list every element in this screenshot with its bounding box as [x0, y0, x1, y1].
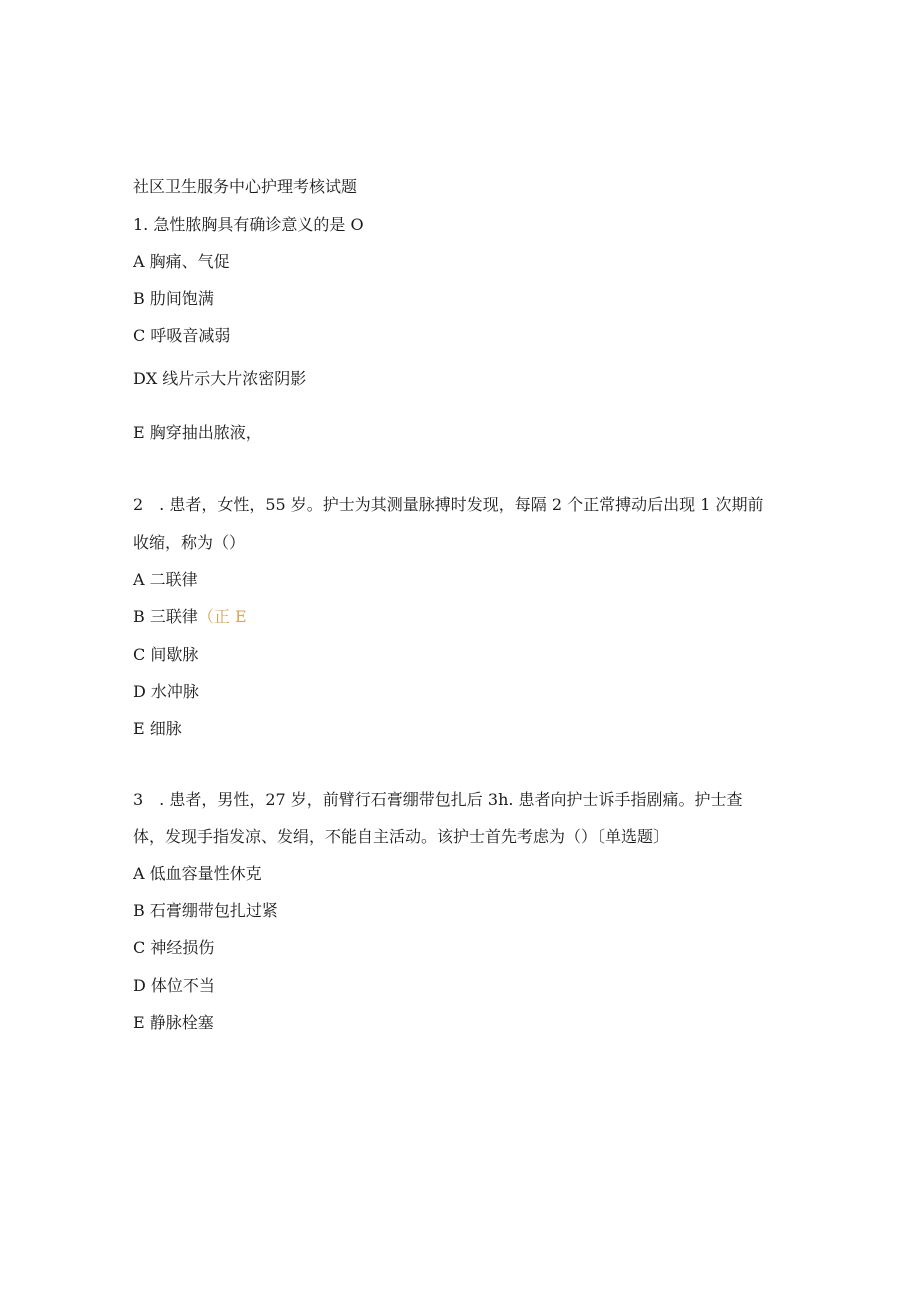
question-2-stem-line-1: 2 . 患者，女性，55 岁。护士为其测量脉搏时发现，每隔 2 个正常搏动后出现 1 次期前: [133, 495, 764, 514]
question-2-stem-line-2: 收缩，称为（）: [133, 533, 246, 552]
question-2-option-b-row: [133, 607, 247, 627]
answer-mark: （正 E: [197, 607, 247, 626]
page-title: 社区卫生服务中心护理考核试题: [133, 177, 358, 196]
question-3-stem-line-1: 3 . 患者，男性，27 岁，前臂行石膏绷带包扎后 3h. 患者向护士诉手指剧痛。护士查: [133, 790, 743, 809]
question-1-option-c: C 呼吸音减弱: [133, 326, 231, 345]
question-3-option-d: D 体位不当: [133, 976, 215, 995]
question-1-option-e: E 胸穿抽出脓液，: [133, 423, 262, 442]
question-2-option-c: C 间歇脉: [133, 645, 199, 664]
question-1-stem: 1. 急性脓胸具有确诊意义的是 O: [133, 215, 364, 234]
question-3-option-c: C 神经损伤: [133, 938, 215, 957]
question-1-option-d: DX 线片示大片浓密阴影: [133, 369, 307, 388]
question-3-option-b: B 石膏绷带包扎过紧: [133, 901, 278, 920]
question-1-option-a: A 胸痛、气促: [133, 252, 230, 271]
question-3-stem-line-2: 体，发现手指发凉、发绢，不能自主活动。该护士首先考虑为（）〔单选题〕: [133, 827, 670, 846]
question-2-option-d: D 水冲脉: [133, 682, 199, 701]
question-1-option-b: B 肋间饱满: [133, 289, 214, 308]
question-2-option-b: B 三联律: [133, 607, 198, 626]
question-3-option-e: E 静脉栓塞: [133, 1013, 214, 1032]
question-2-option-e: E 细脉: [133, 719, 182, 738]
question-3-option-a: A 低血容量性休克: [133, 864, 262, 883]
question-2-option-a: A 二联律: [133, 570, 198, 589]
